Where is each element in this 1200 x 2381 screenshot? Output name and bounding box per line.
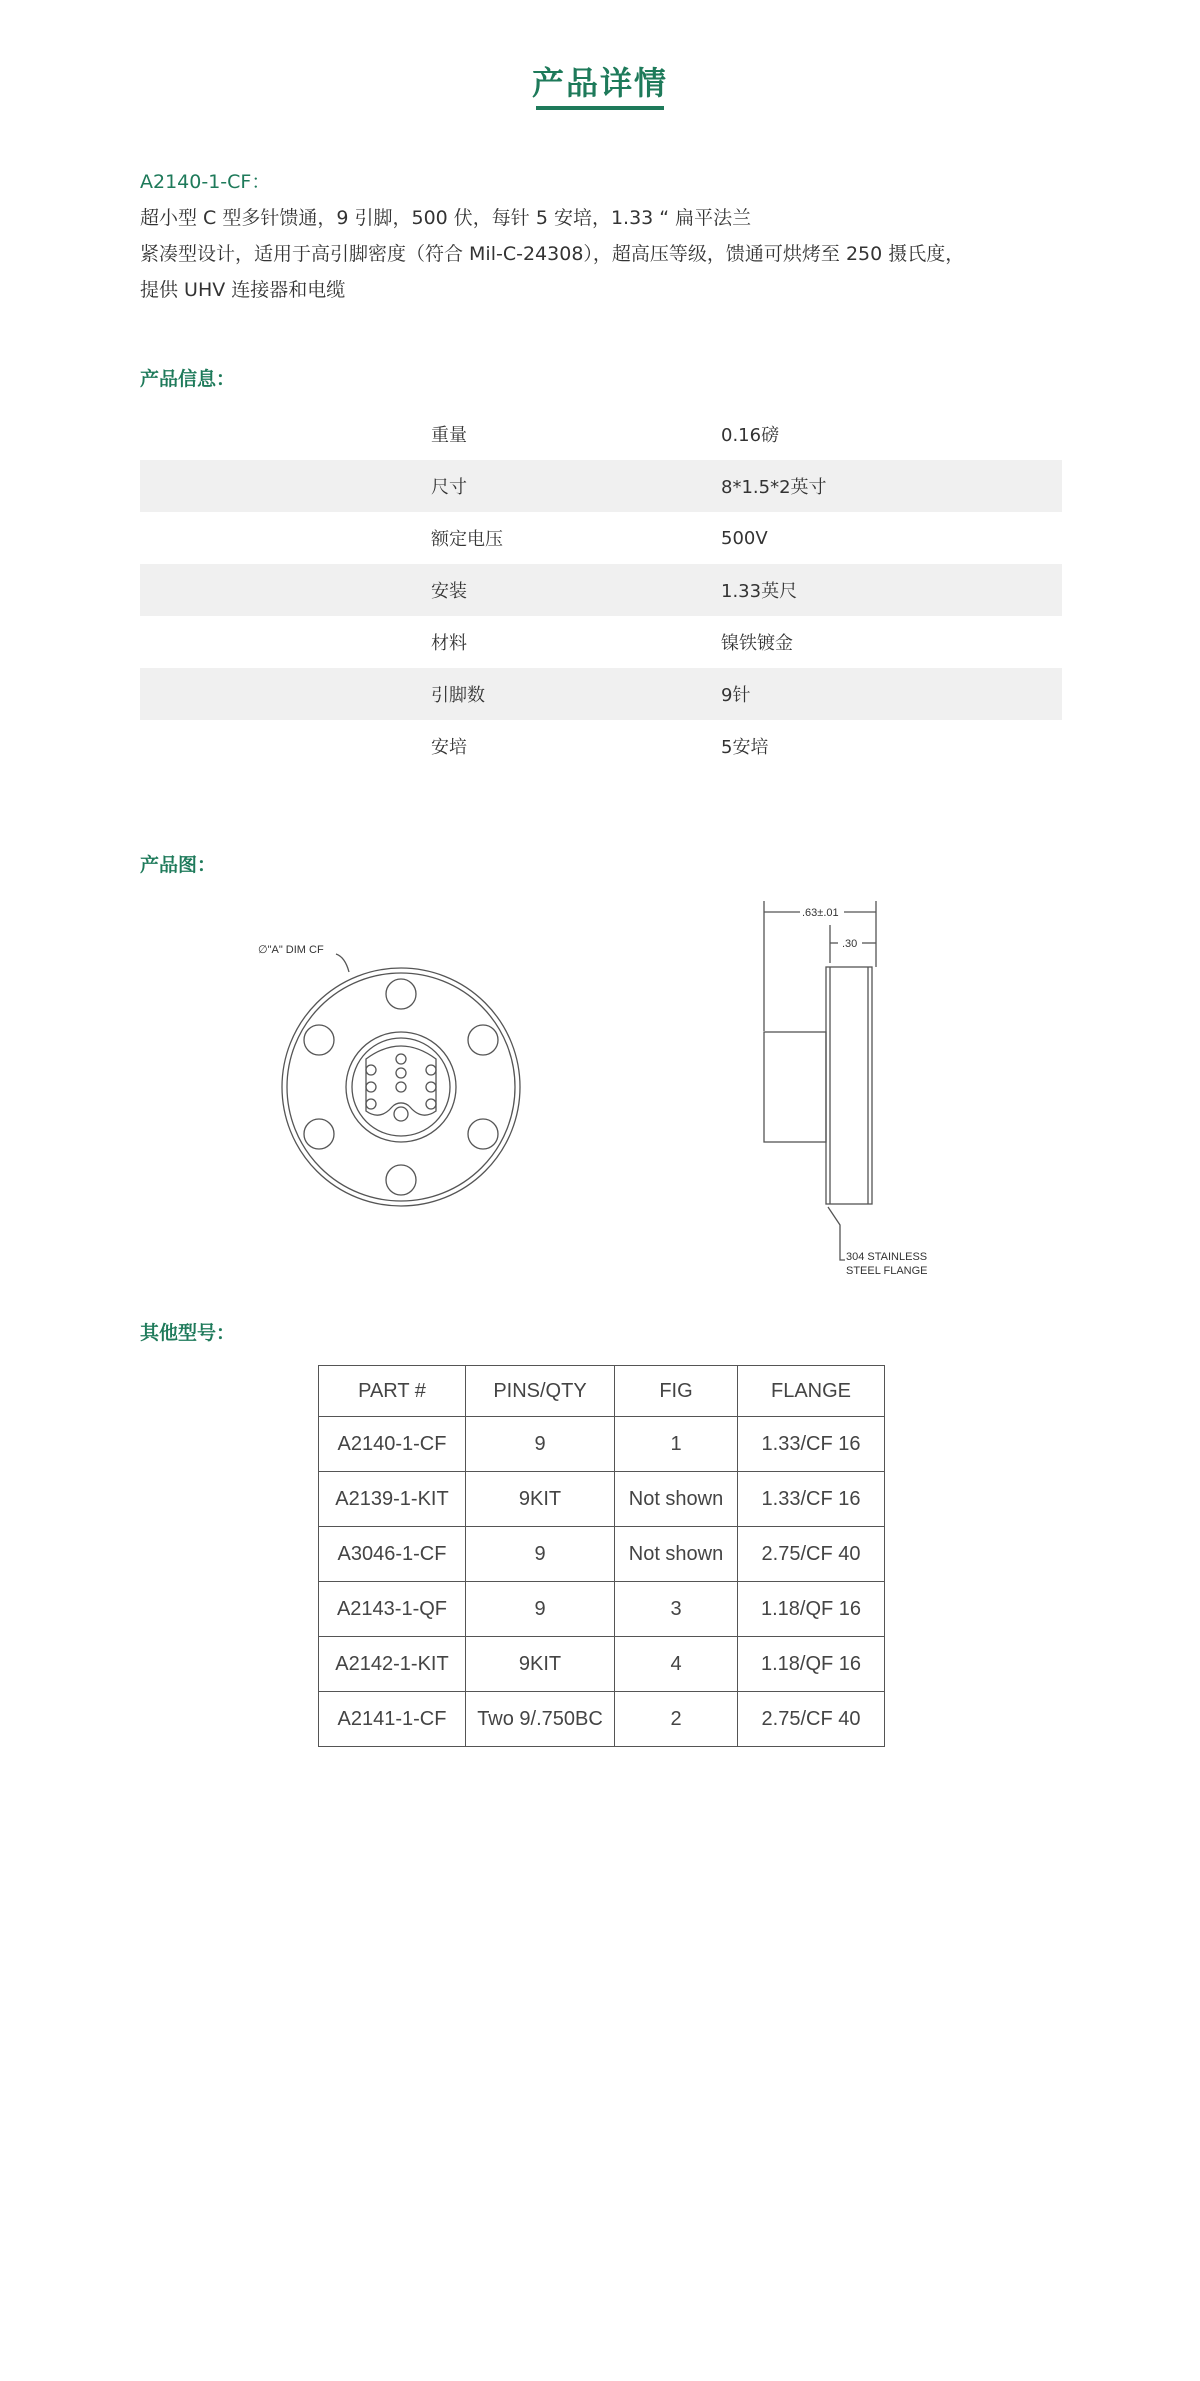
info-key: 安培: [431, 737, 467, 758]
models-section-label: 其他型号：: [140, 1322, 236, 1344]
table-cell: 9: [466, 1582, 615, 1637]
info-key: 引脚数: [431, 685, 485, 706]
info-value: 1.33英尺: [721, 581, 798, 602]
flange-note-line1: 304 STAINLESS: [846, 1251, 928, 1263]
table-row: [319, 1527, 885, 1582]
table-header-row: [319, 1366, 885, 1417]
info-row: [140, 564, 1062, 616]
table-cell: 9KIT: [466, 1637, 615, 1692]
table-cell: Two 9/.750BC: [466, 1692, 615, 1747]
technical-drawing-svg: [140, 885, 1062, 1280]
product-intro: [140, 164, 1070, 308]
part-number: A2140-1-CF：: [140, 171, 271, 193]
table-cell: 1.33/CF 16: [738, 1417, 885, 1472]
info-row: [140, 460, 1062, 512]
table-row: [319, 1582, 885, 1637]
table-row: [319, 1692, 885, 1747]
info-key: 材料: [431, 633, 467, 654]
intro-line: 提供 UHV 连接器和电缆: [140, 279, 346, 301]
flange-front-view: [282, 954, 520, 1206]
info-row: [140, 512, 1062, 564]
table-cell: 9: [466, 1527, 615, 1582]
intro-line: 紧凑型设计，适用于高引脚密度（符合 Mil-C-24308），超高压等级，馈通可烘烤至 250 摄氏度，: [140, 243, 965, 265]
info-section-label: 产品信息：: [140, 368, 236, 390]
column-header: FLANGE: [738, 1366, 885, 1417]
title-underline: [536, 106, 664, 110]
info-key: 尺寸: [431, 477, 467, 498]
column-header: PINS/QTY: [466, 1366, 615, 1417]
table-cell: 2.75/CF 40: [738, 1527, 885, 1582]
product-drawing: [140, 885, 1062, 1280]
other-models-table: [318, 1365, 885, 1747]
table-cell: 1.33/CF 16: [738, 1472, 885, 1527]
info-row: [140, 408, 1062, 460]
info-key: 重量: [431, 425, 467, 446]
info-value: 8*1.5*2英寸: [721, 477, 827, 498]
info-value: 5安培: [721, 737, 769, 758]
flange-side-view: [764, 901, 876, 1260]
table-cell: 2: [615, 1692, 738, 1747]
table-row: [319, 1417, 885, 1472]
table-cell: A2142-1-KIT: [319, 1637, 466, 1692]
table-cell: 1: [615, 1417, 738, 1472]
flange-note-line2: STEEL FLANGE: [846, 1265, 928, 1277]
table-cell: Not shown: [615, 1527, 738, 1582]
dim-a-label: ∅"A" DIM CF: [258, 944, 324, 956]
info-value: 0.16磅: [721, 425, 780, 446]
info-value: 9针: [721, 685, 751, 706]
info-row: [140, 720, 1062, 772]
page-title: 产品详情: [531, 64, 668, 102]
table-cell: 9KIT: [466, 1472, 615, 1527]
info-value: 500V: [721, 527, 768, 549]
table-cell: A2139-1-KIT: [319, 1472, 466, 1527]
info-row: [140, 668, 1062, 720]
column-header: FIG: [615, 1366, 738, 1417]
table-cell: 1.18/QF 16: [738, 1637, 885, 1692]
table-cell: 9: [466, 1417, 615, 1472]
table-cell: 2.75/CF 40: [738, 1692, 885, 1747]
table-cell: A2140-1-CF: [319, 1417, 466, 1472]
table-cell: 4: [615, 1637, 738, 1692]
drawing-section-label: 产品图：: [140, 854, 217, 876]
info-value: 镍铁镀金: [721, 633, 793, 654]
dim-030-label: .30: [842, 938, 858, 950]
dim-063-label: .63±.01: [802, 907, 839, 919]
info-row: [140, 616, 1062, 668]
info-key: 额定电压: [431, 529, 503, 550]
table-cell: A3046-1-CF: [319, 1527, 466, 1582]
column-header: PART #: [319, 1366, 466, 1417]
info-key: 安装: [431, 581, 467, 602]
table-cell: Not shown: [615, 1472, 738, 1527]
table-cell: 1.18/QF 16: [738, 1582, 885, 1637]
table-cell: 3: [615, 1582, 738, 1637]
table-cell: A2143-1-QF: [319, 1582, 466, 1637]
intro-line: 超小型 C 型多针馈通，9 引脚，500 伏，每针 5 安培，1.33 “ 扁平法兰: [140, 207, 752, 229]
product-info-table: [140, 408, 1062, 772]
table-row: [319, 1472, 885, 1527]
table-cell: A2141-1-CF: [319, 1692, 466, 1747]
table-row: [319, 1637, 885, 1692]
